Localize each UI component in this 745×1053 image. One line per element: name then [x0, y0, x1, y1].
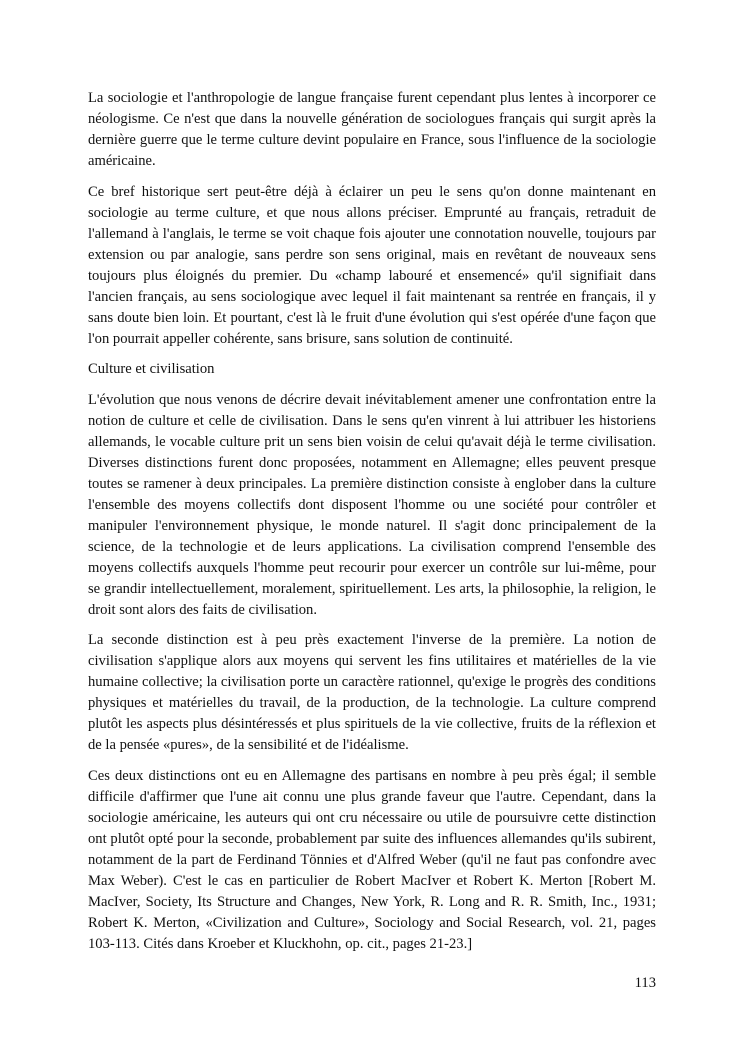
section-heading-culture-civilisation: Culture et civilisation: [88, 361, 215, 377]
paragraph-deux-distinctions: Ces deux distinctions ont eu en Allemagne des partisans en nombre à peu près égal; il semble difficile d'affirmer que l'une ait connu une plus grande faveur que l'autre. Cependant, dans la sociologie américaine, les auteurs qui ont cru nécessaire ou utile de poursuivre cette distinction ont plutôt opté pour la seconde, probablement par suite des influences allemandes qu'ils subirent, notamment de la part de Ferdinand Tönnies et d'Alfred Weber (qu'il ne faut pas confondre avec Max Weber). C'est le cas en particulier de Robert MacIver et Robert K. Merton [Robert M. MacIver, Society, Its Structure and Changes, New York, R. Long and R. R. Smith, Inc., 1931; Robert K. Merton, «Civilization and Culture», Sociology and Social Research, vol. 21, pages 103-113. Cités dans Kroeber et Kluckhohn, op. cit., pages 21-23.]: [88, 767, 656, 952]
document-page: [88, 88, 656, 964]
paragraph-seconde-distinction: La seconde distinction est à peu près exactement l'inverse de la première. La notion de civilisation s'applique alors aux moyens qui servent les fins utilitaires et matérielles de la vie humaine collective; la civilisation porte un caractère rationnel, qu'exige le progrès des conditions physiques et matérielles du travail, de la production, de la technologie. La culture comprend plutôt les aspects plus désintéressés et plus spirituels de la vie collective, fruits de la réflexion et de la pensée «pures», de la sensibilité et de l'idéalisme.: [88, 632, 656, 753]
paragraph-evolution: L'évolution que nous venons de décrire devait inévitablement amener une confrontation entre la notion de culture et celle de civilisation. Dans le sens qu'en vinrent à lui attribuer les historiens allemands, le vocable culture prit un sens bien voisin de celui qu'avait déjà le terme civilisation. Diverses distinctions furent donc proposées, notamment en Allemagne; elles peuvent presque toutes se ramener à deux principales. La première distinction consiste à englober dans la culture l'ensemble des moyens collectifs dont disposent l'homme ou une société pour contrôler et manipuler l'environnement physique, le monde naturel. Il s'agit donc principalement de la science, de la technologie et de leurs applications. La civilisation comprend l'ensemble des moyens collectifs auxquels l'homme peut recourir pour exercer un contrôle sur lui-même, pour se grandir intellectuellement, moralement, spirituellement. Les arts, la philosophie, la religion, le droit sont alors des faits de civilisation.: [88, 391, 656, 618]
paragraph-bref-historique: Ce bref historique sert peut-être déjà à éclairer un peu le sens qu'on donne maintenant en sociologie au terme culture, et que nous allons préciser. Emprunté au français, retraduit de l'allemand à l'anglais, le terme se voit chaque fois ajouter une connotation nouvelle, toujours par extension ou par analogie, sans perdre son sens original, mais en revêtant de nouveaux sens toujours plus éloignés du premier. Du «champ labouré et ensemencé» qu'il signifiait dans l'ancien français, au sens sociologique avec lequel il fait maintenant sa rentrée en français, il y sans doute bien loin. Et pourtant, c'est là le fruit d'une évolution qui s'est opérée d'une façon que l'on pourrait appeller cohérente, sans brisure, sans solution de continuité.: [88, 183, 656, 347]
paragraph-sociologie-francaise: La sociologie et l'anthropologie de langue française furent cependant plus lentes à incorporer ce néologisme. Ce n'est que dans la nouvelle génération de sociologues français qui surgit après la dernière guerre que le terme culture devint populaire en France, sous l'influence de la sociologie américaine.: [88, 90, 656, 169]
page-number: 113: [634, 975, 656, 991]
